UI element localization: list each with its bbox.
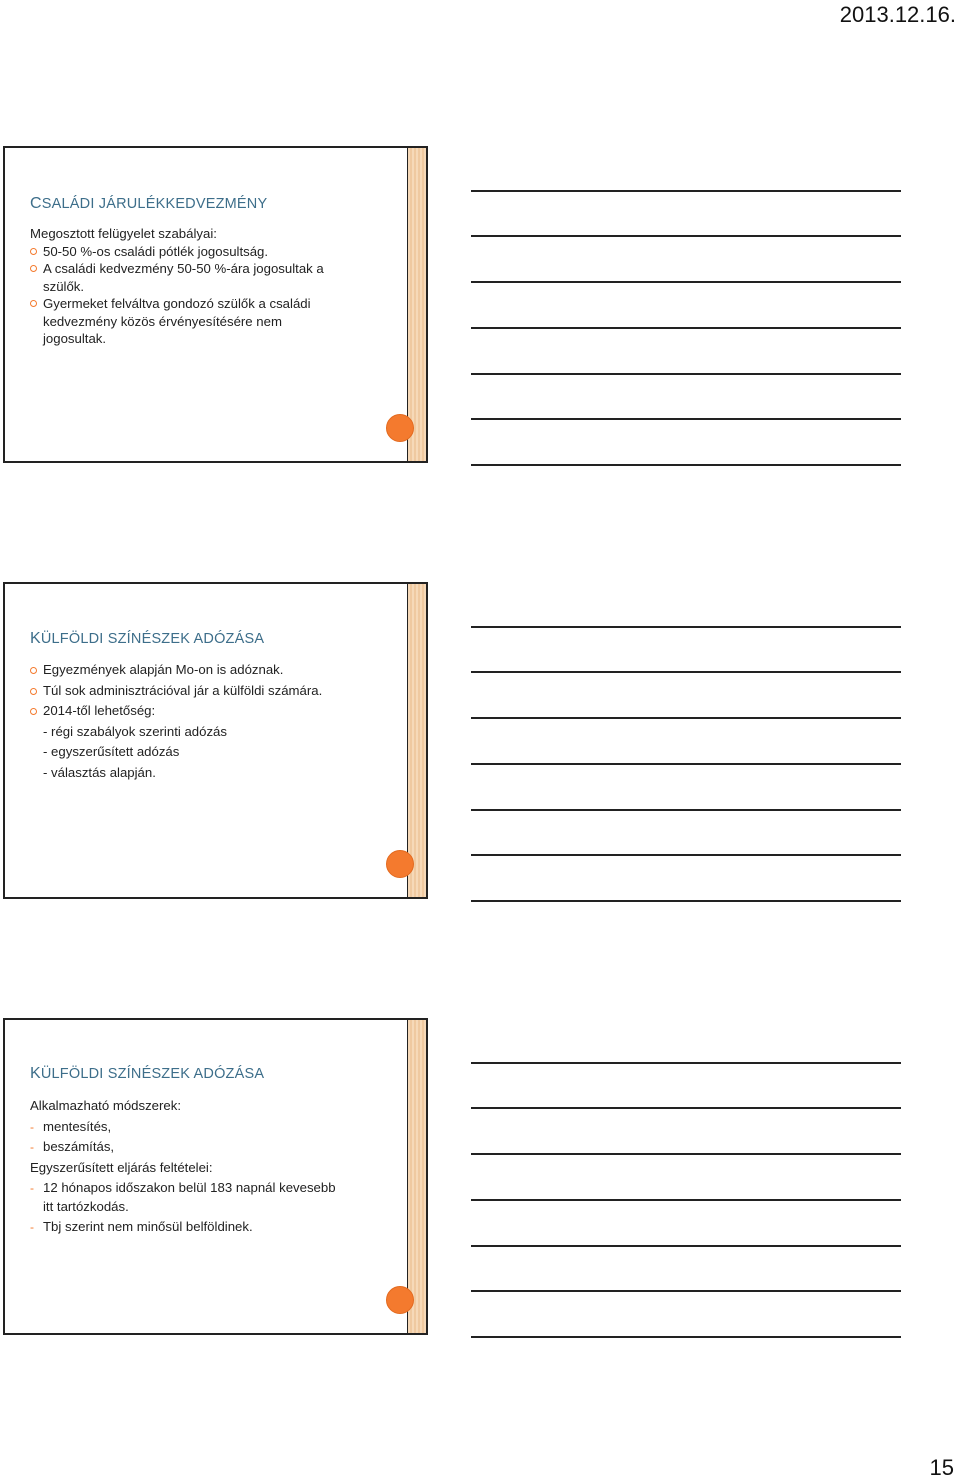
note-line bbox=[471, 1153, 901, 1155]
slide-text: Egyszerűsített eljárás feltételei: bbox=[30, 1159, 213, 1175]
slide-body bbox=[30, 225, 375, 348]
orange-circle-icon bbox=[386, 1286, 414, 1314]
note-line bbox=[471, 1245, 901, 1247]
hollow-circle-bullet-icon bbox=[30, 300, 37, 307]
note-line bbox=[471, 626, 901, 628]
list-item-continuation: itt tartózkodás. bbox=[43, 1198, 129, 1214]
note-line bbox=[471, 854, 901, 856]
note-line bbox=[471, 235, 901, 237]
orange-circle-icon bbox=[386, 850, 414, 878]
slide-3 bbox=[3, 1018, 428, 1335]
list-item: Gyermeket felváltva gondozó szülők a családi bbox=[30, 295, 375, 313]
list-subitem: - egyszerűsített adózás bbox=[43, 744, 180, 759]
orange-circle-icon bbox=[386, 414, 414, 442]
list-item: 50-50 %-os családi pótlék jogosultság. bbox=[30, 243, 375, 261]
list-item: 2014-től lehetőség: bbox=[30, 701, 375, 722]
slide-decor-stripe bbox=[407, 148, 426, 461]
list-subitem: - régi szabályok szerinti adózás bbox=[43, 723, 227, 739]
slide-body bbox=[30, 1097, 375, 1237]
slide-decor-stripe bbox=[407, 1020, 426, 1333]
note-line bbox=[471, 809, 901, 811]
slide-body bbox=[30, 660, 375, 783]
list-subitem: - választás alapján. bbox=[43, 764, 156, 780]
list-item: - mentesítés, bbox=[30, 1118, 375, 1137]
note-line bbox=[471, 327, 901, 329]
list-item: - Tbj szerint nem minősül belföldinek. bbox=[30, 1218, 375, 1237]
dash-bullet-icon: - bbox=[30, 1119, 34, 1134]
list-item: - beszámítás, bbox=[30, 1138, 375, 1157]
note-line bbox=[471, 373, 901, 375]
slide-title: KÜLFÖLDI SZÍNÉSZEK ADÓZÁSA bbox=[30, 1065, 265, 1082]
note-line bbox=[471, 418, 901, 420]
page-number: 15 bbox=[929, 1455, 954, 1480]
note-line bbox=[471, 900, 901, 902]
list-item: Egyezmények alapján Mo-on is adóznak. bbox=[30, 660, 375, 681]
hollow-circle-bullet-icon bbox=[30, 248, 37, 255]
dash-bullet-icon: - bbox=[30, 1181, 34, 1195]
slide-decor-stripe bbox=[407, 584, 426, 897]
note-line bbox=[471, 464, 901, 466]
list-item-continuation: szülők. bbox=[43, 278, 85, 294]
page-date: 2013.12.16. bbox=[839, 2, 956, 27]
note-line bbox=[471, 1336, 901, 1338]
slide-text: Alkalmazható módszerek: bbox=[30, 1098, 181, 1113]
hollow-circle-bullet-icon bbox=[30, 708, 37, 715]
list-item: - 12 hónapos időszakon belül 183 napnál kevesebb bbox=[30, 1179, 375, 1198]
list-item: A családi kedvezmény 50-50 %-ára jogosultak a bbox=[30, 260, 375, 278]
note-line bbox=[471, 1107, 901, 1109]
slide-1 bbox=[3, 146, 428, 463]
hollow-circle-bullet-icon bbox=[30, 265, 37, 272]
slide-text: Megosztott felügyelet szabályai: bbox=[30, 226, 217, 241]
note-line bbox=[471, 763, 901, 765]
dash-bullet-icon: - bbox=[30, 1220, 34, 1234]
list-item-continuation: jogosultak. bbox=[43, 331, 107, 346]
list-item: Túl sok adminisztrációval jár a külföldi számára. bbox=[30, 681, 375, 702]
hollow-circle-bullet-icon bbox=[30, 688, 37, 695]
note-line bbox=[471, 1062, 901, 1064]
slide-title: KÜLFÖLDI SZÍNÉSZEK ADÓZÁSA bbox=[30, 630, 265, 647]
note-line bbox=[471, 281, 901, 283]
note-line bbox=[471, 1199, 901, 1201]
note-line bbox=[471, 717, 901, 719]
note-line bbox=[471, 671, 901, 673]
note-line bbox=[471, 1290, 901, 1292]
list-item-continuation: kedvezmény közös érvényesítésére nem bbox=[43, 313, 282, 329]
note-line bbox=[471, 190, 901, 192]
hollow-circle-bullet-icon bbox=[30, 667, 37, 674]
slide-2 bbox=[3, 582, 428, 899]
slide-title: CSALÁDI JÁRULÉKKEDVEZMÉNY bbox=[30, 195, 268, 212]
dash-bullet-icon: - bbox=[30, 1140, 34, 1154]
